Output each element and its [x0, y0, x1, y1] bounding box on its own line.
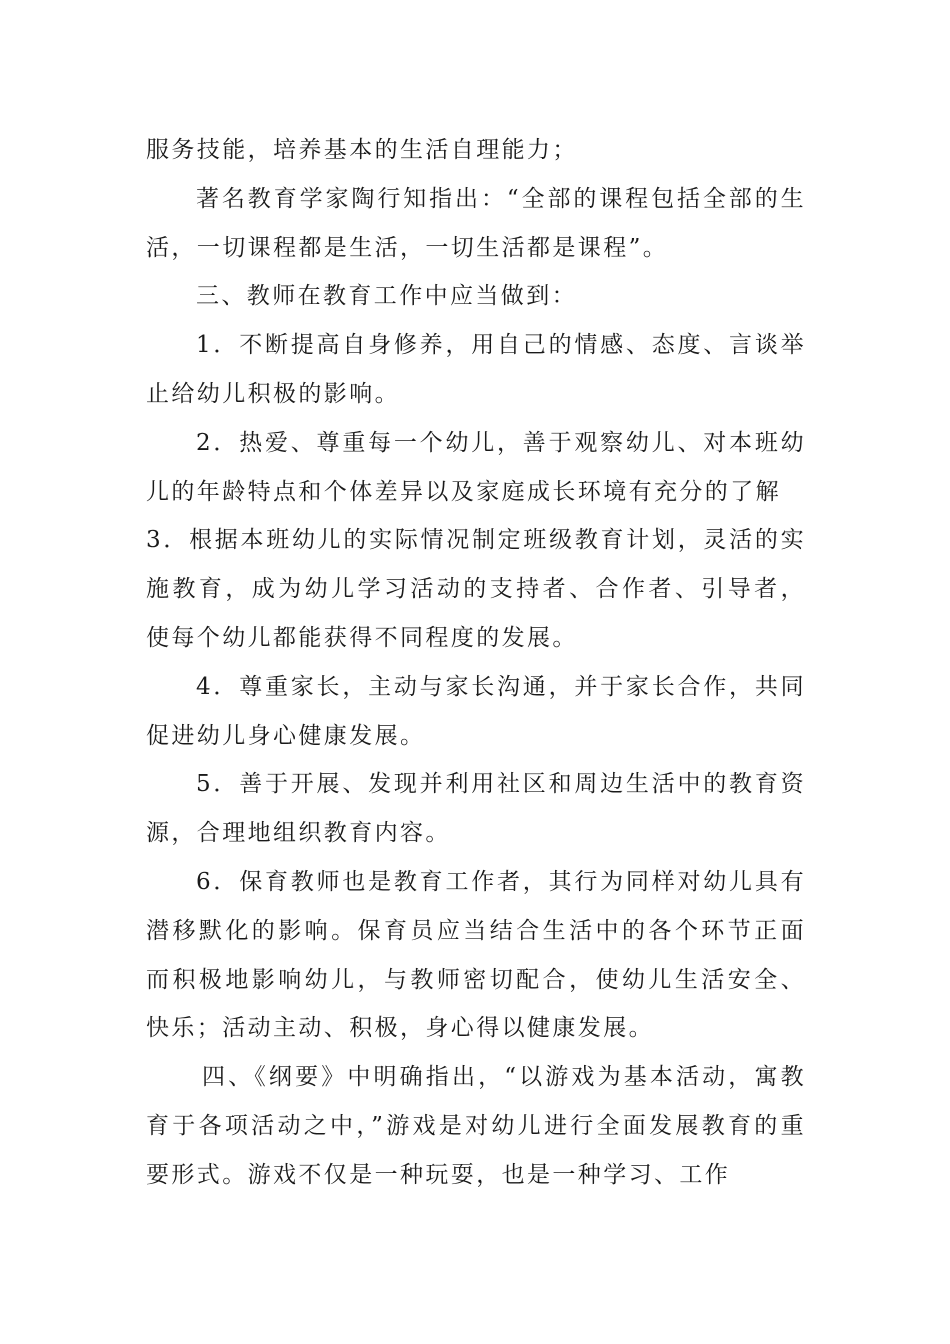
list-item-1: 1．不断提高自身修养，用自己的情感、态度、言谈举止给幼儿积极的影响。: [146, 332, 806, 407]
section-heading-teacher-duties: 三、教师在教育工作中应当做到：: [196, 283, 577, 310]
list-item-5: 5．善于开展、发现并利用社区和周边生活中的教育资源，合理地组织教育内容。: [146, 771, 806, 847]
document-body: [146, 126, 806, 1200]
paragraph-tao-xingzhi-quote: 著名教育学家陶行知指出：“全部的课程包括全部的生活，一切课程都是生活，一切生活都是课程”。: [146, 185, 806, 261]
section-heading-outline-games: 四、《纲要》中明确指出，“以游戏为基本活动，寓教育于各项活动之中，”游戏是对幼儿进行全面发展教育的重要形式。游戏不仅是一种玩耍，也是一种学习、工作: [146, 1064, 806, 1188]
list-item-4: 4．尊重家长，主动与家长沟通，并于家长合作，共同促进幼儿身心健康发展。: [146, 673, 806, 749]
list-item-2: 2．热爱、尊重每一个幼儿，善于观察幼儿、对本班幼儿的年龄特点和个体差异以及家庭成长环境有充分的了解: [146, 429, 806, 505]
list-item-3: 3．根据本班幼儿的实际情况制定班级教育计划，灵活的实施教育，成为幼儿学习活动的支持者、合作者、引导者，使每个幼儿都能获得不同程度的发展。: [146, 527, 806, 651]
list-item-6: 6．保育教师也是教育工作者，其行为同样对幼儿具有潜移默化的影响。保育员应当结合生活中的各个环节正面而积极地影响幼儿，与教师密切配合，使幼儿生活安全、快乐；活动主动、积极，身心得以健康发展。: [146, 868, 806, 1042]
paragraph-continuation: 服务技能，培养基本的生活自理能力；: [146, 137, 578, 163]
